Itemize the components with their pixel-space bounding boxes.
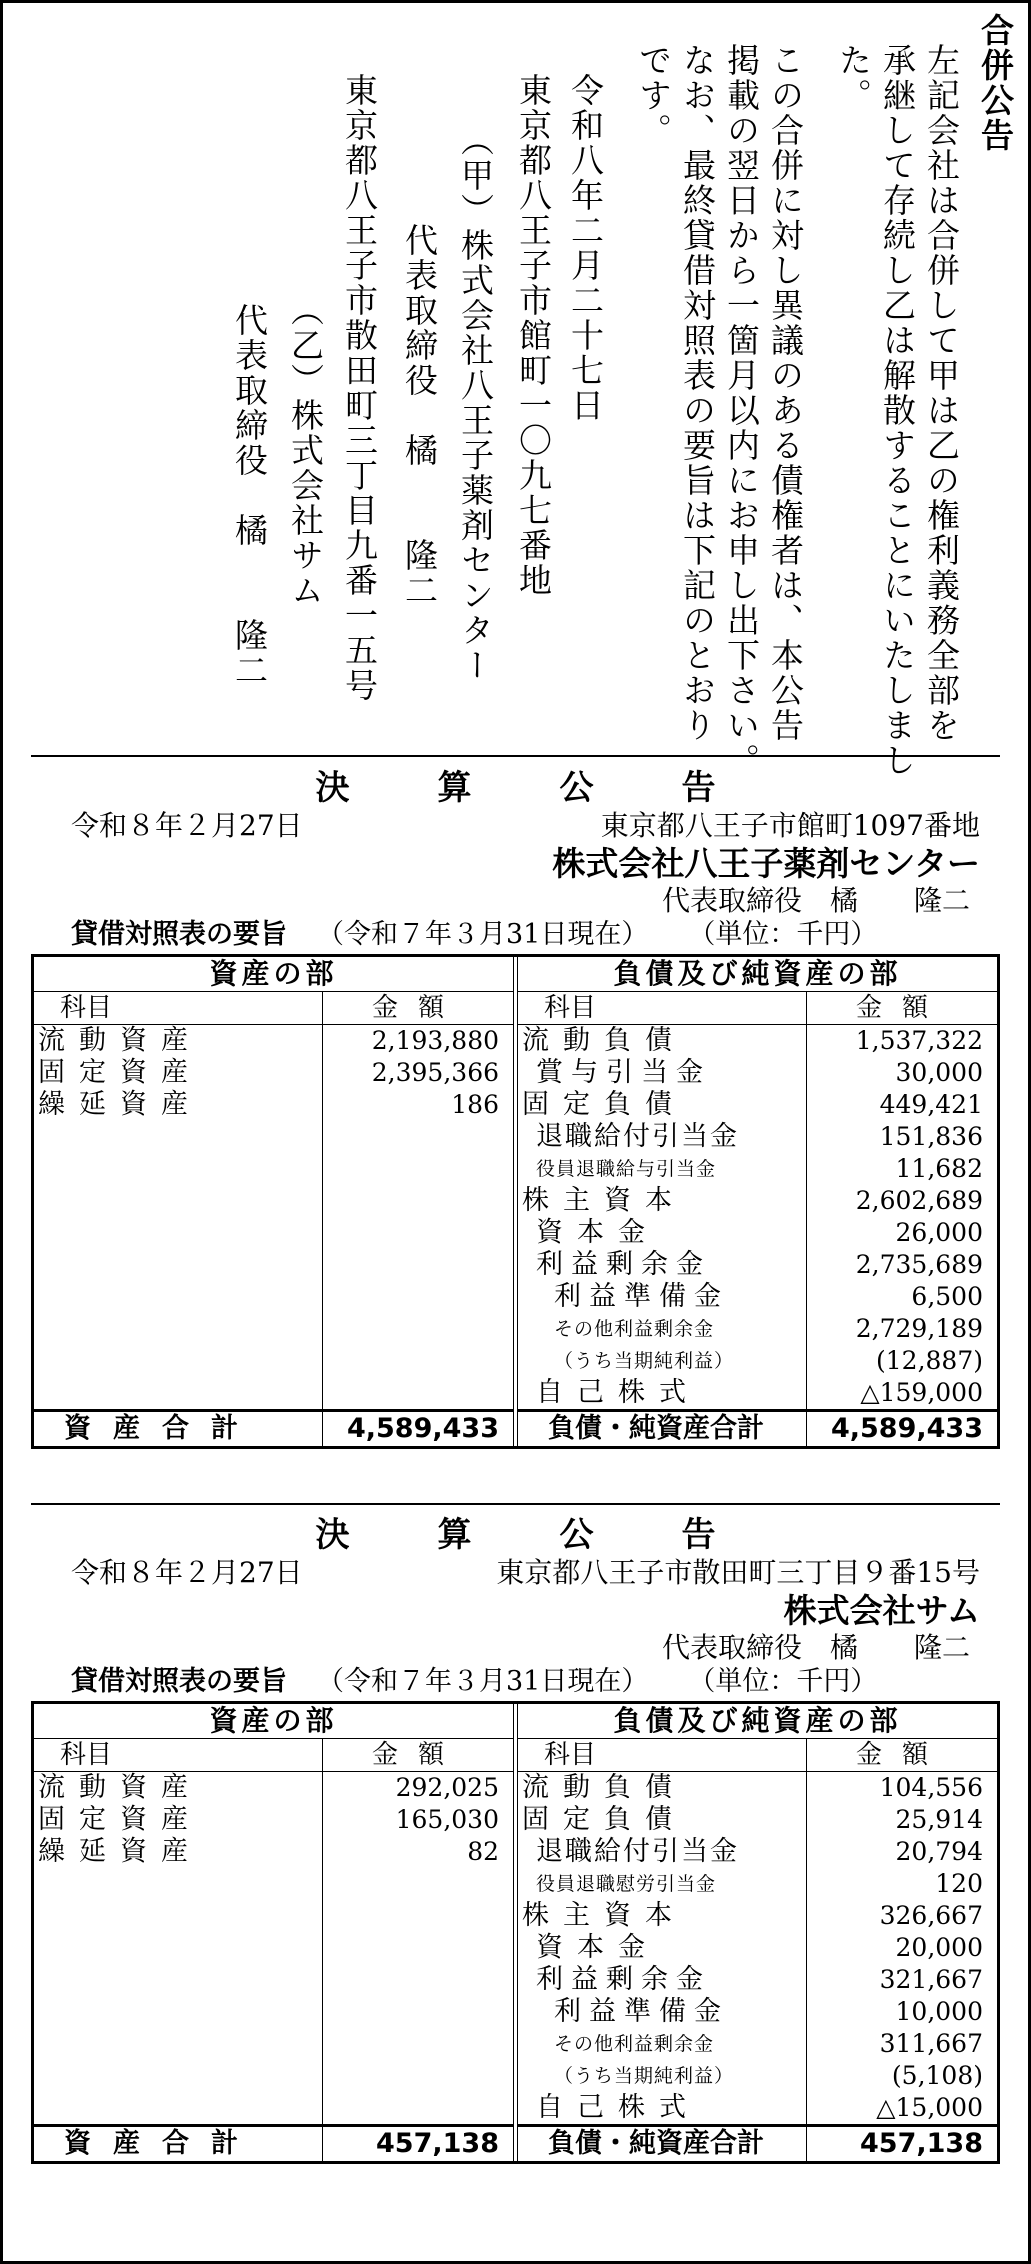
liab-total-label: 負債・純資産合計 — [518, 2127, 807, 2161]
liability-item: 自己株式 — [536, 2092, 700, 2123]
liability-item: その他利益剰余金 — [554, 2033, 715, 2055]
settlement-notice-2 — [31, 1515, 1000, 2164]
notice-column: この合併に対し異議のある債権者は、本公告 — [766, 43, 805, 743]
liability-item: 自己株式 — [536, 1377, 700, 1408]
item-column-header: 科目 — [518, 992, 807, 1024]
liability-item: 株主資本 — [522, 1185, 686, 1216]
liability-item: 退職給付引当金 — [536, 1836, 739, 1867]
assets-header: 資産の部 — [34, 957, 513, 992]
liability-value: 120 — [935, 1869, 983, 1898]
notice-date: 令和８年２月27日 — [71, 1556, 303, 1589]
notice-column: 代表取締役 橘 隆二 — [230, 303, 269, 688]
assets-header: 資産の部 — [34, 1704, 513, 1739]
liability-item: 流動負債 — [522, 1772, 686, 1803]
liab-total-value: 4,589,433 — [830, 1413, 983, 1444]
asset-value: 186 — [451, 1090, 499, 1119]
notice-column: 東京都八王子市館町一〇九七番地 — [514, 73, 553, 598]
asset-value: 165,030 — [395, 1805, 499, 1834]
empty-row — [34, 2060, 322, 2092]
empty-row — [323, 1281, 513, 1313]
empty-row — [323, 1217, 513, 1249]
item-column-header: 科目 — [34, 992, 323, 1024]
liability-item: 賞与引当金 — [536, 1057, 711, 1088]
empty-row — [34, 1900, 322, 1932]
empty-row — [323, 1996, 513, 2028]
notice-title: 合併公告 — [976, 13, 1015, 153]
empty-row — [34, 1964, 322, 1996]
empty-row — [34, 1345, 322, 1377]
assets-total-label: 資産合計 — [34, 1412, 323, 1446]
notice-column: 承継して存続し乙は解散することにいたしまし — [878, 43, 917, 778]
empty-row — [34, 1121, 322, 1153]
liability-value: △15,000 — [876, 2093, 983, 2122]
balance-sheet — [31, 954, 1000, 1449]
settlement-title: 決算公告 — [315, 1515, 804, 1555]
empty-row — [34, 2092, 322, 2124]
unit-label: （単位：千円） — [688, 1666, 878, 1697]
divider — [31, 1503, 1000, 1505]
empty-row — [323, 1345, 513, 1377]
empty-row — [34, 1185, 322, 1217]
liabilities-section — [517, 1704, 997, 2161]
empty-row — [34, 1996, 322, 2028]
liability-item: 固定負債 — [522, 1089, 686, 1120]
unit-label: （単位：千円） — [688, 919, 878, 950]
empty-row — [323, 1313, 513, 1345]
liability-item: その他利益剰余金 — [554, 1318, 715, 1340]
notice-column: （乙）株式会社サム — [286, 293, 325, 608]
summary-date: （令和７年３月31日現在） — [317, 919, 649, 950]
balance-sheet — [31, 1701, 1000, 2164]
liability-value: △159,000 — [860, 1378, 983, 1407]
liability-value: 2,735,689 — [855, 1250, 983, 1279]
liability-value: 20,794 — [895, 1837, 983, 1866]
liability-item: 利益剰余金 — [536, 1964, 711, 1995]
liability-value: 321,667 — [879, 1965, 983, 1994]
liability-value: 2,602,689 — [855, 1186, 983, 1215]
liability-value: 10,000 — [895, 1997, 983, 2026]
asset-value: 2,193,880 — [371, 1026, 499, 1055]
empty-row — [323, 1868, 513, 1900]
empty-row — [323, 2060, 513, 2092]
liability-value: (12,887) — [876, 1346, 983, 1375]
empty-row — [323, 1153, 513, 1185]
liability-item: 資本金 — [536, 1932, 659, 1963]
asset-item: 繰延資産 — [38, 1089, 202, 1120]
liability-item: 流動負債 — [522, 1025, 686, 1056]
liability-item: 固定負債 — [522, 1804, 686, 1835]
liability-value: 30,000 — [895, 1058, 983, 1087]
asset-item: 固定資産 — [38, 1804, 202, 1835]
company-name: 株式会社サム — [783, 1591, 980, 1630]
liability-item: 役員退職慰労引当金 — [536, 1873, 717, 1895]
empty-row — [323, 1249, 513, 1281]
assets-total-value: 4,589,433 — [346, 1413, 499, 1444]
amount-column-header: 金額 — [855, 993, 948, 1023]
merger-notice — [11, 13, 1016, 778]
assets-section — [34, 1704, 514, 2161]
amount-column-header: 金額 — [371, 993, 464, 1023]
notice-column: た。 — [834, 43, 873, 113]
asset-item: 流動資産 — [38, 1772, 202, 1803]
liability-value: 26,000 — [895, 1218, 983, 1247]
notice-column: 掲載の翌日から一箇月以内にお申し出下さい。 — [722, 43, 761, 778]
notice-column: 令和八年二月二十七日 — [566, 73, 605, 423]
liability-value: 20,000 — [895, 1933, 983, 1962]
asset-item: 固定資産 — [38, 1057, 202, 1088]
item-column-header: 科目 — [34, 1739, 323, 1771]
empty-row — [34, 1377, 322, 1409]
liability-item: 株主資本 — [522, 1900, 686, 1931]
empty-row — [323, 1377, 513, 1409]
notice-column: （甲）株式会社八王子薬剤センター — [456, 123, 495, 683]
empty-row — [323, 1932, 513, 1964]
liability-value: (5,108) — [891, 2061, 983, 2090]
item-column-header: 科目 — [518, 1739, 807, 1771]
liability-value: 25,914 — [895, 1805, 983, 1834]
summary-title: 貸借対照表の要旨 — [71, 1666, 287, 1697]
empty-row — [34, 1932, 322, 1964]
liabilities-section — [517, 957, 997, 1446]
summary-title: 貸借対照表の要旨 — [71, 919, 287, 950]
notice-column: 代表取締役 橘 隆二 — [400, 223, 439, 608]
empty-row — [323, 1121, 513, 1153]
empty-row — [34, 1868, 322, 1900]
amount-column-header: 金額 — [855, 1740, 948, 1770]
liability-item: 退職給付引当金 — [536, 1121, 739, 1152]
settlement-notice-1 — [31, 768, 1000, 1449]
empty-row — [34, 2028, 322, 2060]
empty-row — [323, 1900, 513, 1932]
notice-column: 東京都八王子市散田町三丁目九番一五号 — [340, 73, 379, 703]
asset-item: 流動資産 — [38, 1025, 202, 1056]
liability-value: 104,556 — [879, 1773, 983, 1802]
empty-row — [34, 1217, 322, 1249]
notice-date: 令和８年２月27日 — [71, 809, 303, 842]
asset-value: 292,025 — [395, 1773, 499, 1802]
liability-item: 資本金 — [536, 1217, 659, 1248]
liability-value: 151,836 — [879, 1122, 983, 1151]
notice-column: なお、最終貸借対照表の要旨は下記のとおり — [678, 43, 717, 743]
asset-value: 82 — [467, 1837, 499, 1866]
liability-item: 利益準備金 — [554, 1281, 729, 1312]
company-address: 東京都八王子市散田町三丁目９番15号 — [496, 1556, 980, 1589]
liabilities-header: 負債及び純資産の部 — [518, 957, 997, 992]
empty-row — [323, 1964, 513, 1996]
empty-row — [34, 1153, 322, 1185]
liab-total-label: 負債・純資産合計 — [518, 1412, 807, 1446]
asset-item: 繰延資産 — [38, 1836, 202, 1867]
divider — [31, 755, 1000, 757]
liability-item: （うち当期純利益） — [554, 1350, 735, 1372]
liabilities-header: 負債及び純資産の部 — [518, 1704, 997, 1739]
liab-total-value: 457,138 — [860, 2128, 983, 2159]
settlement-title: 決算公告 — [315, 768, 804, 808]
liability-item: 利益準備金 — [554, 1996, 729, 2027]
assets-section — [34, 957, 514, 1446]
liability-value: 11,682 — [895, 1154, 983, 1183]
company-address: 東京都八王子市館町1097番地 — [600, 809, 980, 842]
empty-row — [323, 2028, 513, 2060]
asset-value: 2,395,366 — [371, 1058, 499, 1087]
liability-item: （うち当期純利益） — [554, 2065, 735, 2087]
company-name: 株式会社八王子薬剤センター — [552, 844, 980, 883]
empty-row — [34, 1281, 322, 1313]
liability-value: 449,421 — [879, 1090, 983, 1119]
notice-column: です。 — [634, 43, 673, 148]
assets-total-value: 457,138 — [376, 2128, 499, 2159]
liability-value: 311,667 — [879, 2029, 983, 2058]
liability-item: 利益剰余金 — [536, 1249, 711, 1280]
liability-value: 6,500 — [911, 1282, 983, 1311]
assets-total-label: 資産合計 — [34, 2127, 323, 2161]
empty-row — [34, 1249, 322, 1281]
amount-column-header: 金額 — [371, 1740, 464, 1770]
summary-date: （令和７年３月31日現在） — [317, 1666, 649, 1697]
empty-row — [34, 1313, 322, 1345]
liability-item: 役員退職給与引当金 — [536, 1158, 717, 1180]
representative: 代表取締役 橘 隆二 — [661, 884, 970, 917]
liability-value: 326,667 — [879, 1901, 983, 1930]
liability-value: 1,537,322 — [855, 1026, 983, 1055]
representative: 代表取締役 橘 隆二 — [661, 1631, 970, 1664]
empty-row — [323, 1185, 513, 1217]
empty-row — [323, 2092, 513, 2124]
liability-value: 2,729,189 — [855, 1314, 983, 1343]
notice-column: 左記会社は合併して甲は乙の権利義務全部を — [922, 43, 961, 743]
